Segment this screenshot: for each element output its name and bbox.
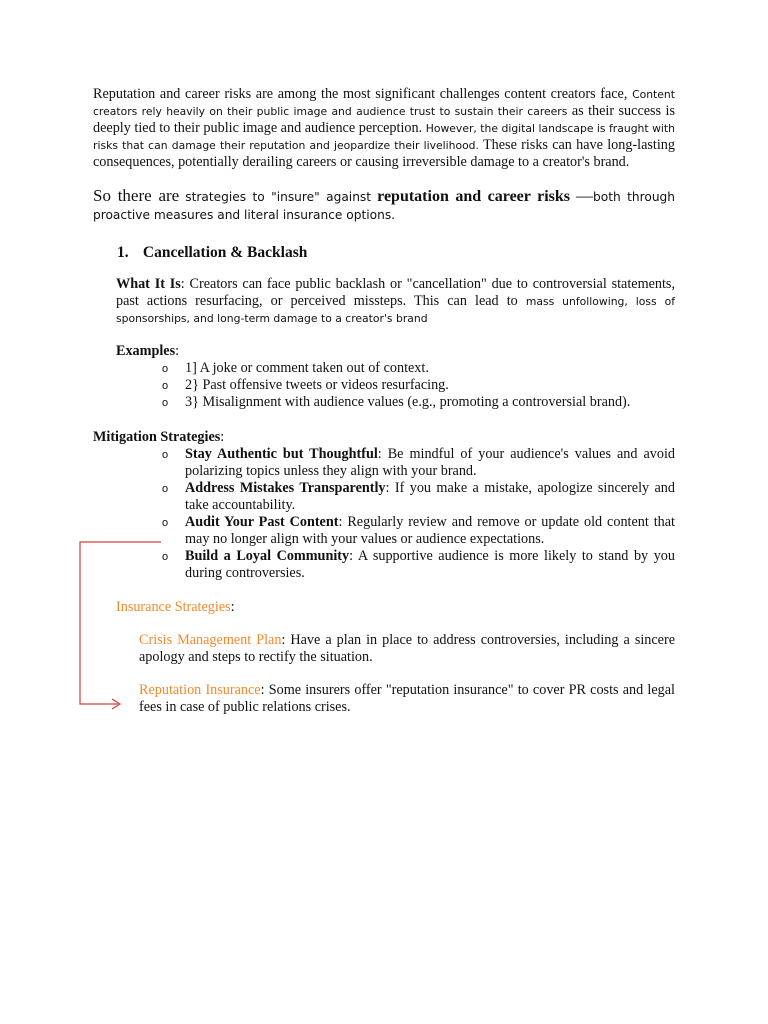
bullet-icon: o (162, 363, 169, 375)
reputation-insurance-paragraph (139, 682, 675, 716)
bullet-icon: o (162, 483, 169, 495)
crisis-plan-title: Crisis Management Plan (139, 632, 282, 648)
list-item: o Address Mistakes Transparently: If you make a mistake, apologize sincerely and take accountability. (162, 480, 675, 513)
document-page (93, 86, 675, 716)
intro-sentence-4: However, the digital landscape is fraught with risks that can damage their reputation and jeopardize their livelihood. (93, 122, 675, 152)
examples-label: Examples: (116, 343, 180, 359)
mitigation-label: Mitigation Strategies: (93, 429, 225, 445)
what-it-is-text: : Creators can face public backlash or "cancellation" due to controversial statements, past actions resurfacing, or perceived missteps. This can lead to (116, 276, 675, 309)
bullet-icon: o (162, 397, 169, 409)
intro-sentence-5: These risks can have long-lasting consequences, potentially derailing careers or causing irreversible damage to a creator's brand. (93, 137, 675, 170)
list-item: o 3} Misalignment with audience values (e.g., promoting a controversial brand). (162, 394, 631, 410)
list-item: o 1] A joke or comment taken out of context. (162, 360, 429, 376)
strategies-emphasis: reputation and career risks (377, 188, 570, 205)
strategies-dash: — (576, 186, 594, 205)
reputation-insurance-text: : Some insurers offer "reputation insurance" to cover PR costs and legal fees in case of public relations crises. (139, 682, 675, 715)
crisis-plan-paragraph (139, 632, 675, 666)
strategies-middle: strategies to "insure" against (185, 190, 372, 204)
intro-sentence-3: as their success is deeply tied to their public image and audience perception. (93, 103, 675, 136)
strategies-tail: both through proactive measures and literal insurance options. (93, 190, 676, 222)
section-heading (117, 244, 675, 262)
what-it-is-paragraph (116, 276, 675, 327)
bullet-icon: o (162, 517, 169, 529)
examples-list (93, 360, 675, 411)
crisis-plan-text: : Have a plan in place to address controversies, including a sincere apology and steps to rectify the situation. (139, 632, 675, 665)
section-title: Cancellation & Backlash (142, 244, 308, 261)
insurance-label: Insurance Strategies: (116, 599, 235, 615)
intro-sentence-1: Reputation and career risks are among the most significant challenges content creators face, (93, 86, 628, 102)
bullet-icon: o (162, 380, 169, 392)
list-item: o Stay Authentic but Thoughtful: Be mindful of your audience's values and avoid polarizing topics unless they align with your brand. (162, 446, 675, 479)
mitigation-list (93, 446, 675, 582)
bullet-icon: o (162, 551, 169, 563)
intro-paragraph (93, 86, 675, 171)
bullet-icon: o (162, 449, 169, 461)
intro-sentence-2: Content creators rely heavily on their public image and audience trust to sustain their careers (93, 88, 676, 118)
what-it-is-tail: mass unfollowing, loss of sponsorships, and long-term damage to a creator's brand (116, 295, 676, 325)
reputation-insurance-title: Reputation Insurance (139, 682, 261, 698)
strategies-paragraph (93, 187, 675, 224)
strategies-lead: So there are (93, 186, 180, 205)
list-item: o Build a Loyal Community: A supportive audience is more likely to stand by you during controversies. (162, 548, 675, 581)
section-number: 1. (117, 244, 129, 261)
what-it-is-label: What It Is (116, 276, 181, 292)
list-item: o Audit Your Past Content: Regularly review and remove or update old content that may no longer align with your values or audience expectations. (162, 514, 675, 547)
list-item: o 2} Past offensive tweets or videos resurfacing. (162, 377, 449, 393)
